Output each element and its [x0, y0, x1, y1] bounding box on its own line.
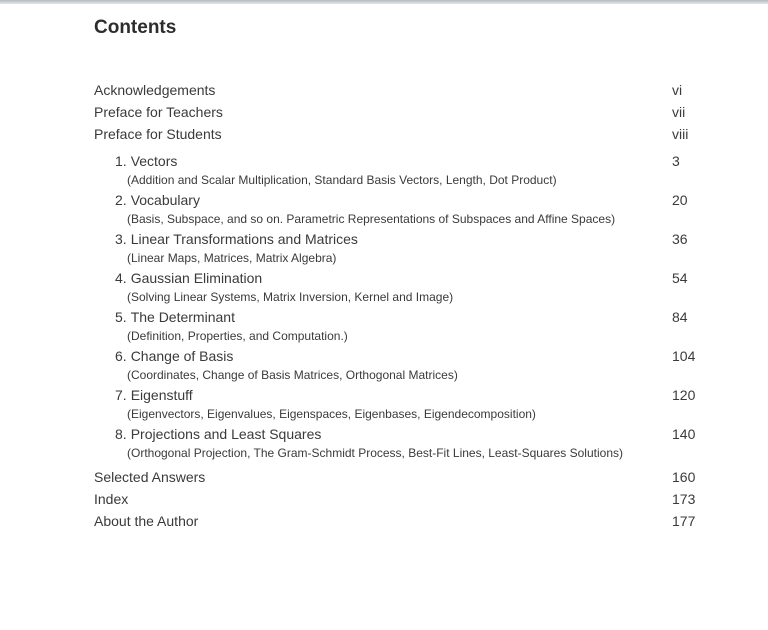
chapter-title-text: Projections and Least Squares: [130, 426, 322, 442]
chapter-list: [94, 151, 768, 463]
chapter-page: 3: [672, 153, 680, 169]
chapter-subtitle: (Coordinates, Change of Basis Matrices, Orthogonal Matrices): [127, 368, 458, 382]
chapter-title-text: Vocabulary: [130, 192, 200, 208]
chapter-page: 84: [672, 309, 688, 325]
chapter-title: [94, 307, 672, 327]
chapter-title-row: [94, 151, 768, 171]
chapter-number: 3.: [115, 231, 127, 247]
toc-entry-label: Acknowledgements: [94, 82, 216, 98]
toc-entry-acknowledgements: [94, 79, 768, 101]
chapter-subtitle: (Linear Maps, Matrices, Matrix Algebra): [127, 251, 337, 265]
toc-entry-label: About the Author: [94, 513, 199, 529]
chapter-page: 36: [672, 231, 688, 247]
chapter-page: 20: [672, 192, 688, 208]
toc-entry-preface-teachers: [94, 101, 768, 123]
toc-entry-about-the-author: [94, 510, 768, 532]
chapter-title: [94, 424, 672, 444]
chapter-title: [94, 190, 672, 210]
chapter-page: 104: [672, 348, 696, 364]
toc-chapter-6: [94, 346, 768, 385]
chapter-subtitle: (Definition, Properties, and Computation.): [127, 329, 348, 343]
chapter-title-text: Gaussian Elimination: [130, 270, 263, 286]
toc-entry-label: Selected Answers: [94, 469, 206, 485]
chapter-title-row: [94, 385, 768, 405]
chapter-title: [94, 346, 672, 366]
chapter-title-row: [94, 268, 768, 288]
chapter-title: [94, 151, 672, 171]
chapter-title-text: Linear Transformations and Matrices: [130, 231, 358, 247]
document-page: [0, 16, 768, 532]
chapter-title-text: Eigenstuff: [130, 387, 193, 403]
toc-entry-preface-students: [94, 123, 768, 145]
chapter-subtitle: (Basis, Subspace, and so on. Parametric Representations of Subspaces and Affine Spaces): [127, 212, 616, 226]
chapter-page: 54: [672, 270, 688, 286]
chapter-title: [94, 229, 672, 249]
toc-entry-page: 177: [672, 513, 696, 529]
chapter-subtitle: (Addition and Scalar Multiplication, Standard Basis Vectors, Length, Dot Product): [127, 173, 557, 187]
toc-entry-page: viii: [672, 126, 689, 142]
toc-chapter-5: [94, 307, 768, 346]
chapter-title-text: Vectors: [130, 153, 178, 169]
chapter-title-row: [94, 346, 768, 366]
front-matter-list: [94, 79, 768, 145]
toc-chapter-1: [94, 151, 768, 190]
chapter-number: 8.: [115, 426, 127, 442]
toc-entry-label: Preface for Students: [94, 126, 222, 142]
chapter-subtitle: (Orthogonal Projection, The Gram-Schmidt Process, Best-Fit Lines, Least-Squares Solutions): [127, 446, 623, 460]
chapter-title: [94, 268, 672, 288]
toc-chapter-8: [94, 424, 768, 463]
chapter-title-row: [94, 190, 768, 210]
chapter-title-row: [94, 307, 768, 327]
chapter-title-row: [94, 229, 768, 249]
chapter-subtitle: (Solving Linear Systems, Matrix Inversion, Kernel and Image): [127, 290, 454, 304]
toc-entry-index: [94, 488, 768, 510]
toc-chapter-4: [94, 268, 768, 307]
toc-chapter-3: [94, 229, 768, 268]
toc-entry-label: Index: [94, 491, 129, 507]
back-matter-list: [94, 466, 768, 532]
toc-entry-page: 160: [672, 469, 696, 485]
page-title: Contents: [94, 17, 177, 38]
chapter-title: [94, 385, 672, 405]
chapter-number: 6.: [115, 348, 127, 364]
toc-entry-label: Preface for Teachers: [94, 104, 223, 120]
chapter-number: 7.: [115, 387, 127, 403]
toc-entry-page: vi: [672, 82, 683, 98]
toc-entry-page: vii: [672, 104, 686, 120]
chapter-number: 4.: [115, 270, 127, 286]
chapter-page: 140: [672, 426, 696, 442]
chapter-number: 2.: [115, 192, 127, 208]
chapter-title-row: [94, 424, 768, 444]
chapter-title-text: Change of Basis: [130, 348, 234, 364]
toc-chapter-7: [94, 385, 768, 424]
window-top-edge: [0, 0, 768, 4]
toc-entry-page: 173: [672, 491, 696, 507]
chapter-subtitle: (Eigenvectors, Eigenvalues, Eigenspaces, Eigenbases, Eigendecomposition): [127, 407, 536, 421]
toc-entry-selected-answers: [94, 466, 768, 488]
chapter-page: 120: [672, 387, 696, 403]
toc-chapter-2: [94, 190, 768, 229]
chapter-title-text: The Determinant: [130, 309, 235, 325]
chapter-number: 5.: [115, 309, 127, 325]
chapter-number: 1.: [115, 153, 127, 169]
